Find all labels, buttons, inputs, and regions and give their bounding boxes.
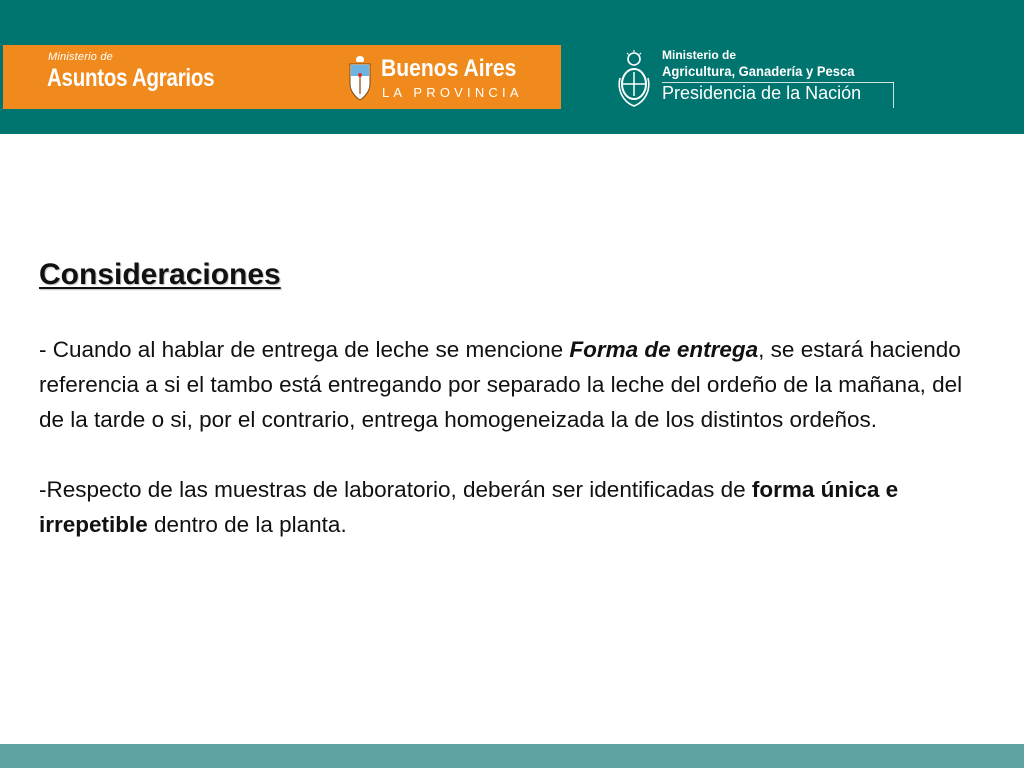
paragraph-1-prefix: - Cuando al hablar de entrega de leche se mencione: [39, 337, 570, 362]
buenos-aires-crest-icon: [347, 54, 373, 102]
buenos-aires-title: Buenos Aires: [381, 55, 517, 82]
ministerio-small-label: Ministerio de: [48, 51, 113, 63]
paragraph-2-suffix: dentro de la planta.: [147, 512, 347, 537]
paragraph-muestras: [39, 472, 989, 542]
paragraph-forma-de-entrega: [39, 332, 989, 437]
paragraph-2-prefix: -Respecto de las muestras de laboratorio, deberán ser identificadas de: [39, 477, 752, 502]
slide-content: [39, 258, 989, 542]
paragraph-1-suffix: , se estará haciendo referencia a si el tambo está entregando por separado la leche del ordeño de la mañana, del de la tarde o si, por el contrario, entrega homogeneizada la de los distintos ordeños.: [39, 337, 963, 432]
la-provincia-subtitle: LA PROVINCIA: [382, 85, 523, 100]
slide-title: Consideraciones: [39, 258, 281, 291]
paragraph-2-bold: forma única e irrepetible: [39, 477, 899, 537]
presidencia-label: Presidencia de la Nación: [662, 83, 862, 103]
nation-ministry-name: Agricultura, Ganadería y Pesca: [662, 63, 855, 79]
asuntos-agrarios-label: Asuntos Agrarios: [47, 64, 215, 92]
provincial-logo-banner: [3, 45, 561, 109]
header-banner: [0, 0, 1024, 134]
nation-ministerio-label: Ministerio de: [662, 48, 737, 62]
nation-logo-bracket: [893, 82, 894, 108]
paragraph-1-emphasis: Forma de entrega: [569, 337, 759, 362]
footer-bar: [0, 744, 1024, 768]
national-crest-icon: [615, 50, 653, 110]
